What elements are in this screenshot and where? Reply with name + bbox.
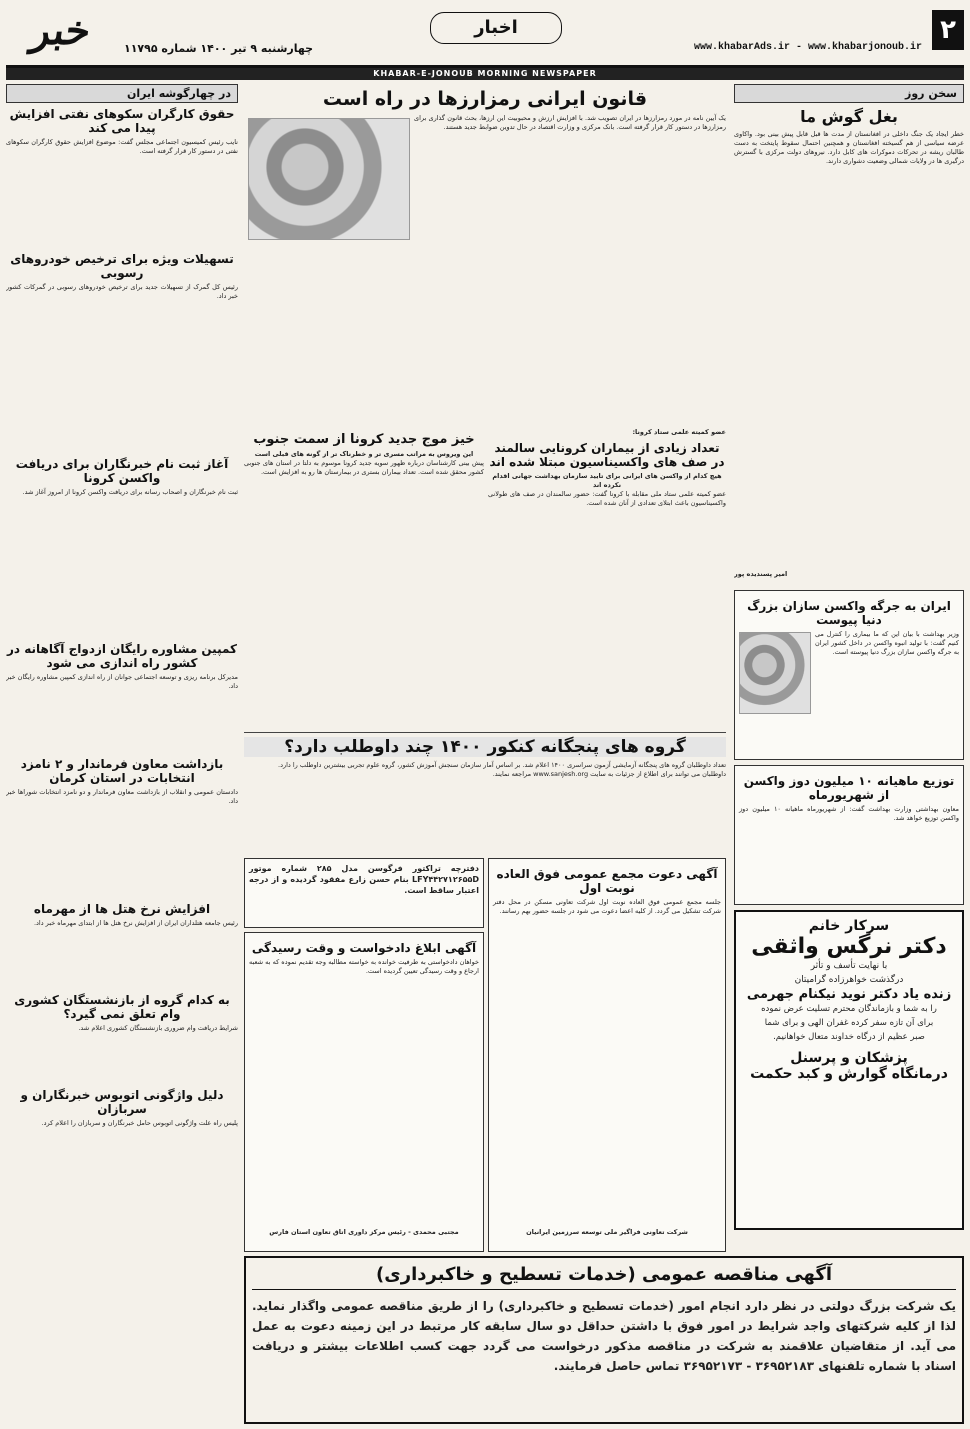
news-title: دلیل واژگونی اتوبوس خبرنگاران و سربازان: [20, 1088, 224, 1116]
condolence-line: درگذشت خواهرزاده گرامیتان: [794, 975, 904, 985]
condolence-name: دکتر نرگس واثقی: [751, 934, 947, 959]
issue-date: چهارشنبه ۹ تیر ۱۴۰۰ شماره ۱۱۷۹۵: [124, 42, 314, 55]
condolence-from: درمانگاه گوارش و کبد حکمت: [750, 1066, 948, 1082]
news-item: [6, 642, 238, 753]
vaccine-subtitle: هیچ کدام از واکسن های ایرانی برای تایید سازمان بهداشت جهانی اقدام نکرده اند: [492, 472, 722, 489]
news-body: ثبت نام خبرنگاران و اصحاب رسانه برای دریافت واکسن کرونا از امروز آغاز شد.: [22, 488, 238, 496]
news-body: رئیس جامعه هتلداران ایران از افزایش نرخ هتل ها از ابتدای مهرماه خبر داد.: [33, 919, 238, 927]
court-notice-sign: مجتبی محمدی - رئیس مرکز داوری اتاق تعاون استان فارس: [269, 1228, 459, 1236]
crypto-title: قانون ایرانی رمزارزها در راه است: [322, 88, 648, 110]
covid-title: خیز موج جدید کرونا از سمت جنوب: [253, 432, 475, 447]
news-title: تسهیلات ویژه برای ترخیص خودروهای رسوبی: [10, 252, 234, 280]
crypto-coins-photo: [248, 118, 410, 240]
article-title: توزیع ماهیانه ۱۰ میلیون دوز واکسن از شهریورماه: [743, 774, 955, 802]
news-body: دادستان عمومی و انقلاب از بازداشت معاون فرماندار و دو نامزد انتخابات شوراها خبر داد.: [6, 788, 238, 805]
news-body: پلیس راه علت واژگونی اتوبوس حامل خبرنگاران و سربازان را اعلام کرد.: [41, 1119, 238, 1127]
covid-wave-article: [244, 428, 484, 728]
editorial-column: [734, 84, 964, 584]
article-title: ایران به جرگه واکسن سازان بزرگ دنیا پیوست: [747, 599, 951, 627]
newspaper-logo: خبر: [28, 7, 94, 54]
news-title: کمپین مشاوره رایگان ازدواج آگاهانه در کشور راه اندازی می شود: [6, 642, 238, 670]
editorial-title: بغل گوش ما: [800, 107, 898, 126]
news-body: مدیرکل برنامه ریزی و توسعه اجتماعی جوانان از راه اندازی کمپین مشاوره رایگان خبر داد.: [6, 673, 238, 690]
masthead: [6, 6, 964, 68]
section-title: اخبار: [430, 12, 562, 44]
news-title: حقوق کارگران سکوهای نفتی افزایش پیدا می کند: [9, 107, 235, 135]
news-title: آغاز ثبت نام خبرنگاران برای دریافت واکسن کرونا: [15, 457, 229, 485]
regional-news-column: [6, 84, 238, 1254]
article-vaccine-makers: [734, 590, 964, 760]
lost-document-text: دفترچه تراکتور فرگوسن مدل ۲۸۵ شماره موتور LFY۴۴۲۷۱۲۶۵۵D بنام حسن زارع مفقود گردیده و از درجه اعتبار ساقط است.: [249, 864, 479, 895]
column-header: در چهارگوشه ایران: [6, 84, 238, 103]
court-notice: [244, 932, 484, 1252]
news-item: [6, 993, 238, 1084]
column-header: سخن روز: [734, 84, 964, 103]
condolence-notice: [734, 910, 964, 1230]
news-item: [6, 902, 238, 989]
news-body: نایب رئیس کمیسیون اجتماعی مجلس گفت: موضوع افزایش حقوق کارگران سکوهای نفتی در دستور کار قرار گرفته است.: [6, 138, 238, 155]
covid-body: پیش بینی کارشناسان درباره ظهور سویه جدید کرونا موسوم به دلتا در استان های جنوبی کشور محقق شده است. تعداد بیماران بستری در بیمارستان ها رو به افزایش است.: [244, 459, 484, 476]
regional-news-list: [6, 107, 238, 1128]
news-item: [6, 457, 238, 638]
condolence-line: با نهایت تأسف و تأثر: [810, 961, 888, 971]
konkur-body: داوطلبان می توانند برای اطلاع از جزئیات به سایت www.sanjesh.org مراجعه نمایند.: [492, 770, 726, 778]
lost-document-notice: [244, 858, 484, 928]
konkur-title: گروه های پنجگانه کنکور ۱۴۰۰ چند داوطلب دارد؟: [244, 737, 726, 757]
covid-subtitle: این ویروس به مراتب مسری تر و خطرناک تر از گونه های قبلی است: [254, 450, 474, 458]
condolence-line: را به شما و بازماندگان محترم تسلیت عرض نموده: [761, 1004, 937, 1014]
konkur-article: [244, 732, 726, 852]
vaccine-body: عضو کمیته علمی ستاد ملی مقابله با کرونا گفت: حضور سالمندان در صف های طولانی واکسیناسیون باعث ابتلای تعدادی از آنان شده است.: [488, 490, 726, 507]
condolence-line: صبر عظیم از درگاه خداوند متعال خواهانیم.: [773, 1032, 925, 1042]
crypto-article: [244, 84, 726, 424]
condolence-title: سرکار خانم: [808, 918, 890, 934]
assembly-notice: [488, 858, 726, 1252]
news-body: شرایط دریافت وام ضروری بازنشستگان کشوری اعلام شد.: [78, 1024, 238, 1032]
news-title: به کدام گروه از بازنشستگان کشوری وام تعلق نمی گیرد؟: [14, 993, 230, 1021]
article-photo: [739, 632, 811, 714]
news-title: بازداشت معاون فرماندار و ۲ نامزد انتخابات در استان کرمان: [20, 757, 224, 785]
vaccine-title: تعداد زیادی از بیماران کرونایی سالمند در صف های واکسیناسیون مبتلا شده اند: [489, 441, 725, 469]
article-body: معاون بهداشتی وزارت بهداشت گفت: از شهریورماه ماهیانه ۱۰ میلیون دوز واکسن توزیع خواهد شد.: [739, 805, 959, 822]
article-body: وزیر بهداشت با بیان این که ما بیماری را کنترل می کنیم گفت: با تولید انبوه واکسن در داخل کشور ایران به جرگه واکسن سازان بزرگ دنیا پیوسته است.: [815, 630, 959, 656]
masthead-band: KHABAR-E-JONOUB MORNING NEWSPAPER: [6, 68, 964, 80]
news-item: [6, 757, 238, 898]
tender-body: یک شرکت بزرگ دولتی در نظر دارد انجام امور (خدمات تسطیح و خاکبرداری) را از طریق مناقصه عمومی واگذار نماید. لذا از کلیه شرکتهای واجد شرایط در امور فوق با داشتن حداقل دو سال سابقه کار مرتبط در این زمینه دعوت به عمل می آید. از متقاضیان علاقمند به شرکت در مناقصه مذکور درخواست می گردد جهت کسب اطلاعات بیشتر و دریافت اسناد با شماره تلفنهای ۳۶۹۵۲۱۸۳ - ۳۶۹۵۲۱۷۳ تماس حاصل فرمایند.: [252, 1299, 956, 1373]
article-vaccine-distribution: [734, 765, 964, 905]
news-item: [6, 252, 238, 453]
vaccine-queue-article: [488, 428, 726, 728]
tender-title: آگهی مناقصه عمومی (خدمات تسطیح و خاکبرداری): [252, 1264, 956, 1290]
news-item: [6, 107, 238, 248]
vaccine-kicker: عضو کمیته علمی ستاد کرونا:: [632, 428, 726, 436]
condolence-deceased: زنده یاد دکتر نوید نیکنام جهرمی: [746, 987, 952, 1002]
websites[interactable]: www.khabarAds.ir - www.khabarjonoub.ir: [693, 42, 922, 53]
assembly-sign: شرکت تعاونی فراگیر ملی توسعه سرزمین ایرانیان: [526, 1228, 688, 1236]
court-notice-body: خواهان دادخواستی به طرفیت خوانده به خواسته مطالبه وجه تقدیم نموده که به شعبه ارجاع و وقت رسیدگی تعیین گردیده است.: [249, 958, 479, 975]
condolence-from: پزشکان و پرسنل: [790, 1050, 908, 1066]
konkur-body: تعداد داوطلبان گروه های پنجگانه آزمایشی آزمون سراسری ۱۴۰۰ اعلام شد. بر اساس آمار سازمان سنجش آموزش کشور، گروه علوم تجربی بیشترین داوطلب را دارد.: [278, 761, 726, 769]
condolence-line: برای آن تازه سفر کرده غفران الهی و برای شما: [764, 1018, 934, 1028]
news-title: افزایش نرخ هتل ها از مهرماه: [33, 902, 211, 916]
editorial-author: امیر پسندیده پور: [734, 570, 788, 578]
crypto-body: یک آیین نامه در مورد رمزارزها در ایران تصویب شد. با افزایش ارزش و محبوبیت این ارزها، بحث قانون گذاری برای رمزارزها در دستور کار قرار گرفته است. بانک مرکزی و وزارت اقتصاد در حال تدوین ضوابط جدید هستند.: [414, 114, 726, 131]
tender-notice: [244, 1256, 964, 1424]
page-number: ۲: [932, 10, 964, 50]
assembly-body: جلسه مجمع عمومی فوق العاده نوبت اول شرکت تعاونی مسکن در محل دفتر شرکت تشکیل می گردد. از کلیه اعضا دعوت می شود در جلسه حضور بهم رسانند.: [493, 898, 721, 915]
editorial-body: خطر ایجاد یک جنگ داخلی در افغانستان از مدت ها قبل قابل پیش بینی بود. واکاوی عرضه سیاسی از هم گسیخته افغانستان و همچنین احتمال سقوط پایتخت به دست طالبان ریشه در تحرکات دموکرات های کابل دارد. نیروهای دولت مرکزی با گسترش درگیری ها در ولایات شمالی وضعیت دشواری دارند.: [734, 130, 964, 165]
court-notice-title: آگهی ابلاغ دادخواست و وقت رسیدگی: [251, 941, 477, 955]
news-body: رئیس کل گمرک از تسهیلات جدید برای ترخیص خودروهای رسوبی در گمرکات کشور خبر داد.: [6, 283, 238, 300]
assembly-title: آگهی دعوت مجمع عمومی فوق العاده نوبت اول: [496, 867, 718, 895]
news-item: [6, 1088, 238, 1128]
